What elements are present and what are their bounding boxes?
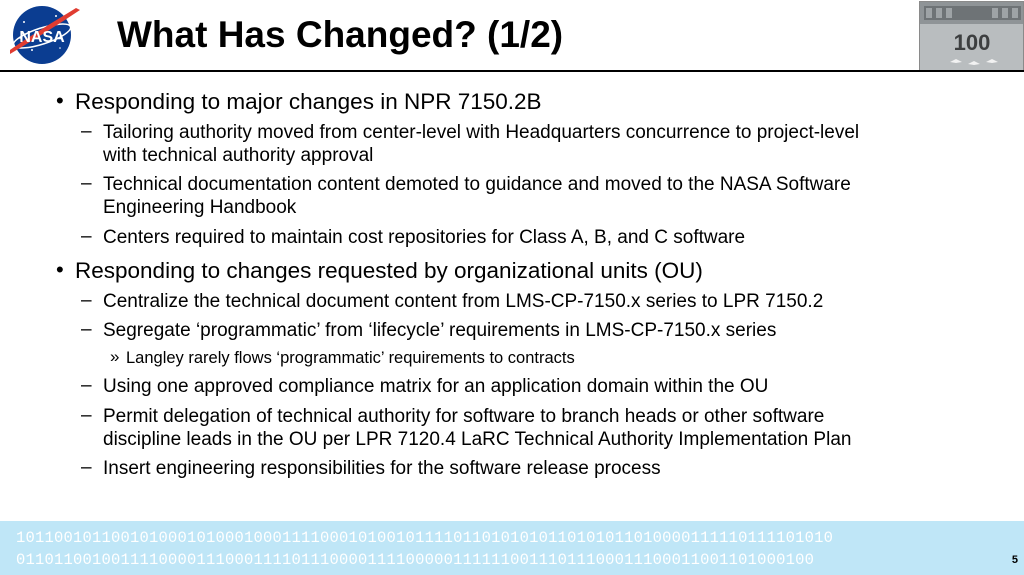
sub-bullet-text: Segregate ‘programmatic’ from ‘lifecycle’ requirements in LMS-CP-7150.x series: [103, 320, 777, 341]
sub-sub-bullet-marker: »: [110, 347, 120, 366]
header-divider: [0, 70, 1024, 72]
bullet-marker: •: [56, 257, 64, 282]
nasa-meatball-icon: [6, 2, 82, 66]
sub-bullet-text: Insert engineering responsibilities for the software release process: [103, 458, 661, 479]
sub-sub-bullet-text: Langley rarely flows ‘programmatic’ requirements to contracts: [126, 349, 575, 367]
sub-bullet-marker: –: [81, 290, 92, 311]
nasa-logo: [6, 2, 82, 66]
sub-bullet-text: Centers required to maintain cost repositories for Class A, B, and C software: [103, 227, 746, 248]
sub-bullet-text: Centralize the technical document content from LMS-CP-7150.x series to LPR 7150.2: [103, 291, 824, 312]
sub-bullet-marker: –: [81, 226, 92, 247]
sub-bullet-text: Technical documentation content demoted to guidance and moved to the NASA Software Engineering Handbook: [103, 174, 851, 218]
sub-bullet-marker: –: [81, 121, 92, 142]
sub-bullet-marker: –: [81, 457, 92, 478]
aerial-photo-icon: [920, 2, 1024, 71]
binary-line-2: 01101100100111100001110001111011100001111000001111110011101110001110001100110100010‍0: [16, 551, 815, 569]
sub-bullet-text: Using one approved compliance matrix for an application domain within the OU: [103, 376, 769, 397]
logo-text: NASA: [19, 29, 65, 46]
langley-photo: [919, 1, 1024, 71]
page-number: 5: [1011, 554, 1018, 566]
sub-bullet-text: Tailoring authority moved from center-level with Headquarters concurrence to project-level with technical authority approval: [103, 122, 860, 166]
bullet-text: Responding to changes requested by organizational units (OU): [75, 258, 703, 283]
sub-bullet-marker: –: [81, 405, 92, 426]
binary-line-1: 10110010110010100010100010001111000101001011110110101010110101011010000111110111101010: [16, 529, 834, 547]
sub-bullet-marker: –: [81, 375, 92, 396]
page-title: What Has Changed? (1/2): [117, 14, 564, 55]
sub-bullet-marker: –: [81, 319, 92, 340]
sub-bullet-text: Permit delegation of technical authority for software to branch heads or other software discipline leads in the OU per LPR 7120.4 LaRC Technical Authority Implementation Plan: [103, 406, 852, 450]
bullet-marker: •: [56, 88, 64, 113]
sub-bullet-marker: –: [81, 173, 92, 194]
bullet-text: Responding to major changes in NPR 7150.2B: [75, 89, 542, 114]
binary-footer-band: [0, 521, 1024, 575]
photo-text: 100: [953, 30, 991, 55]
